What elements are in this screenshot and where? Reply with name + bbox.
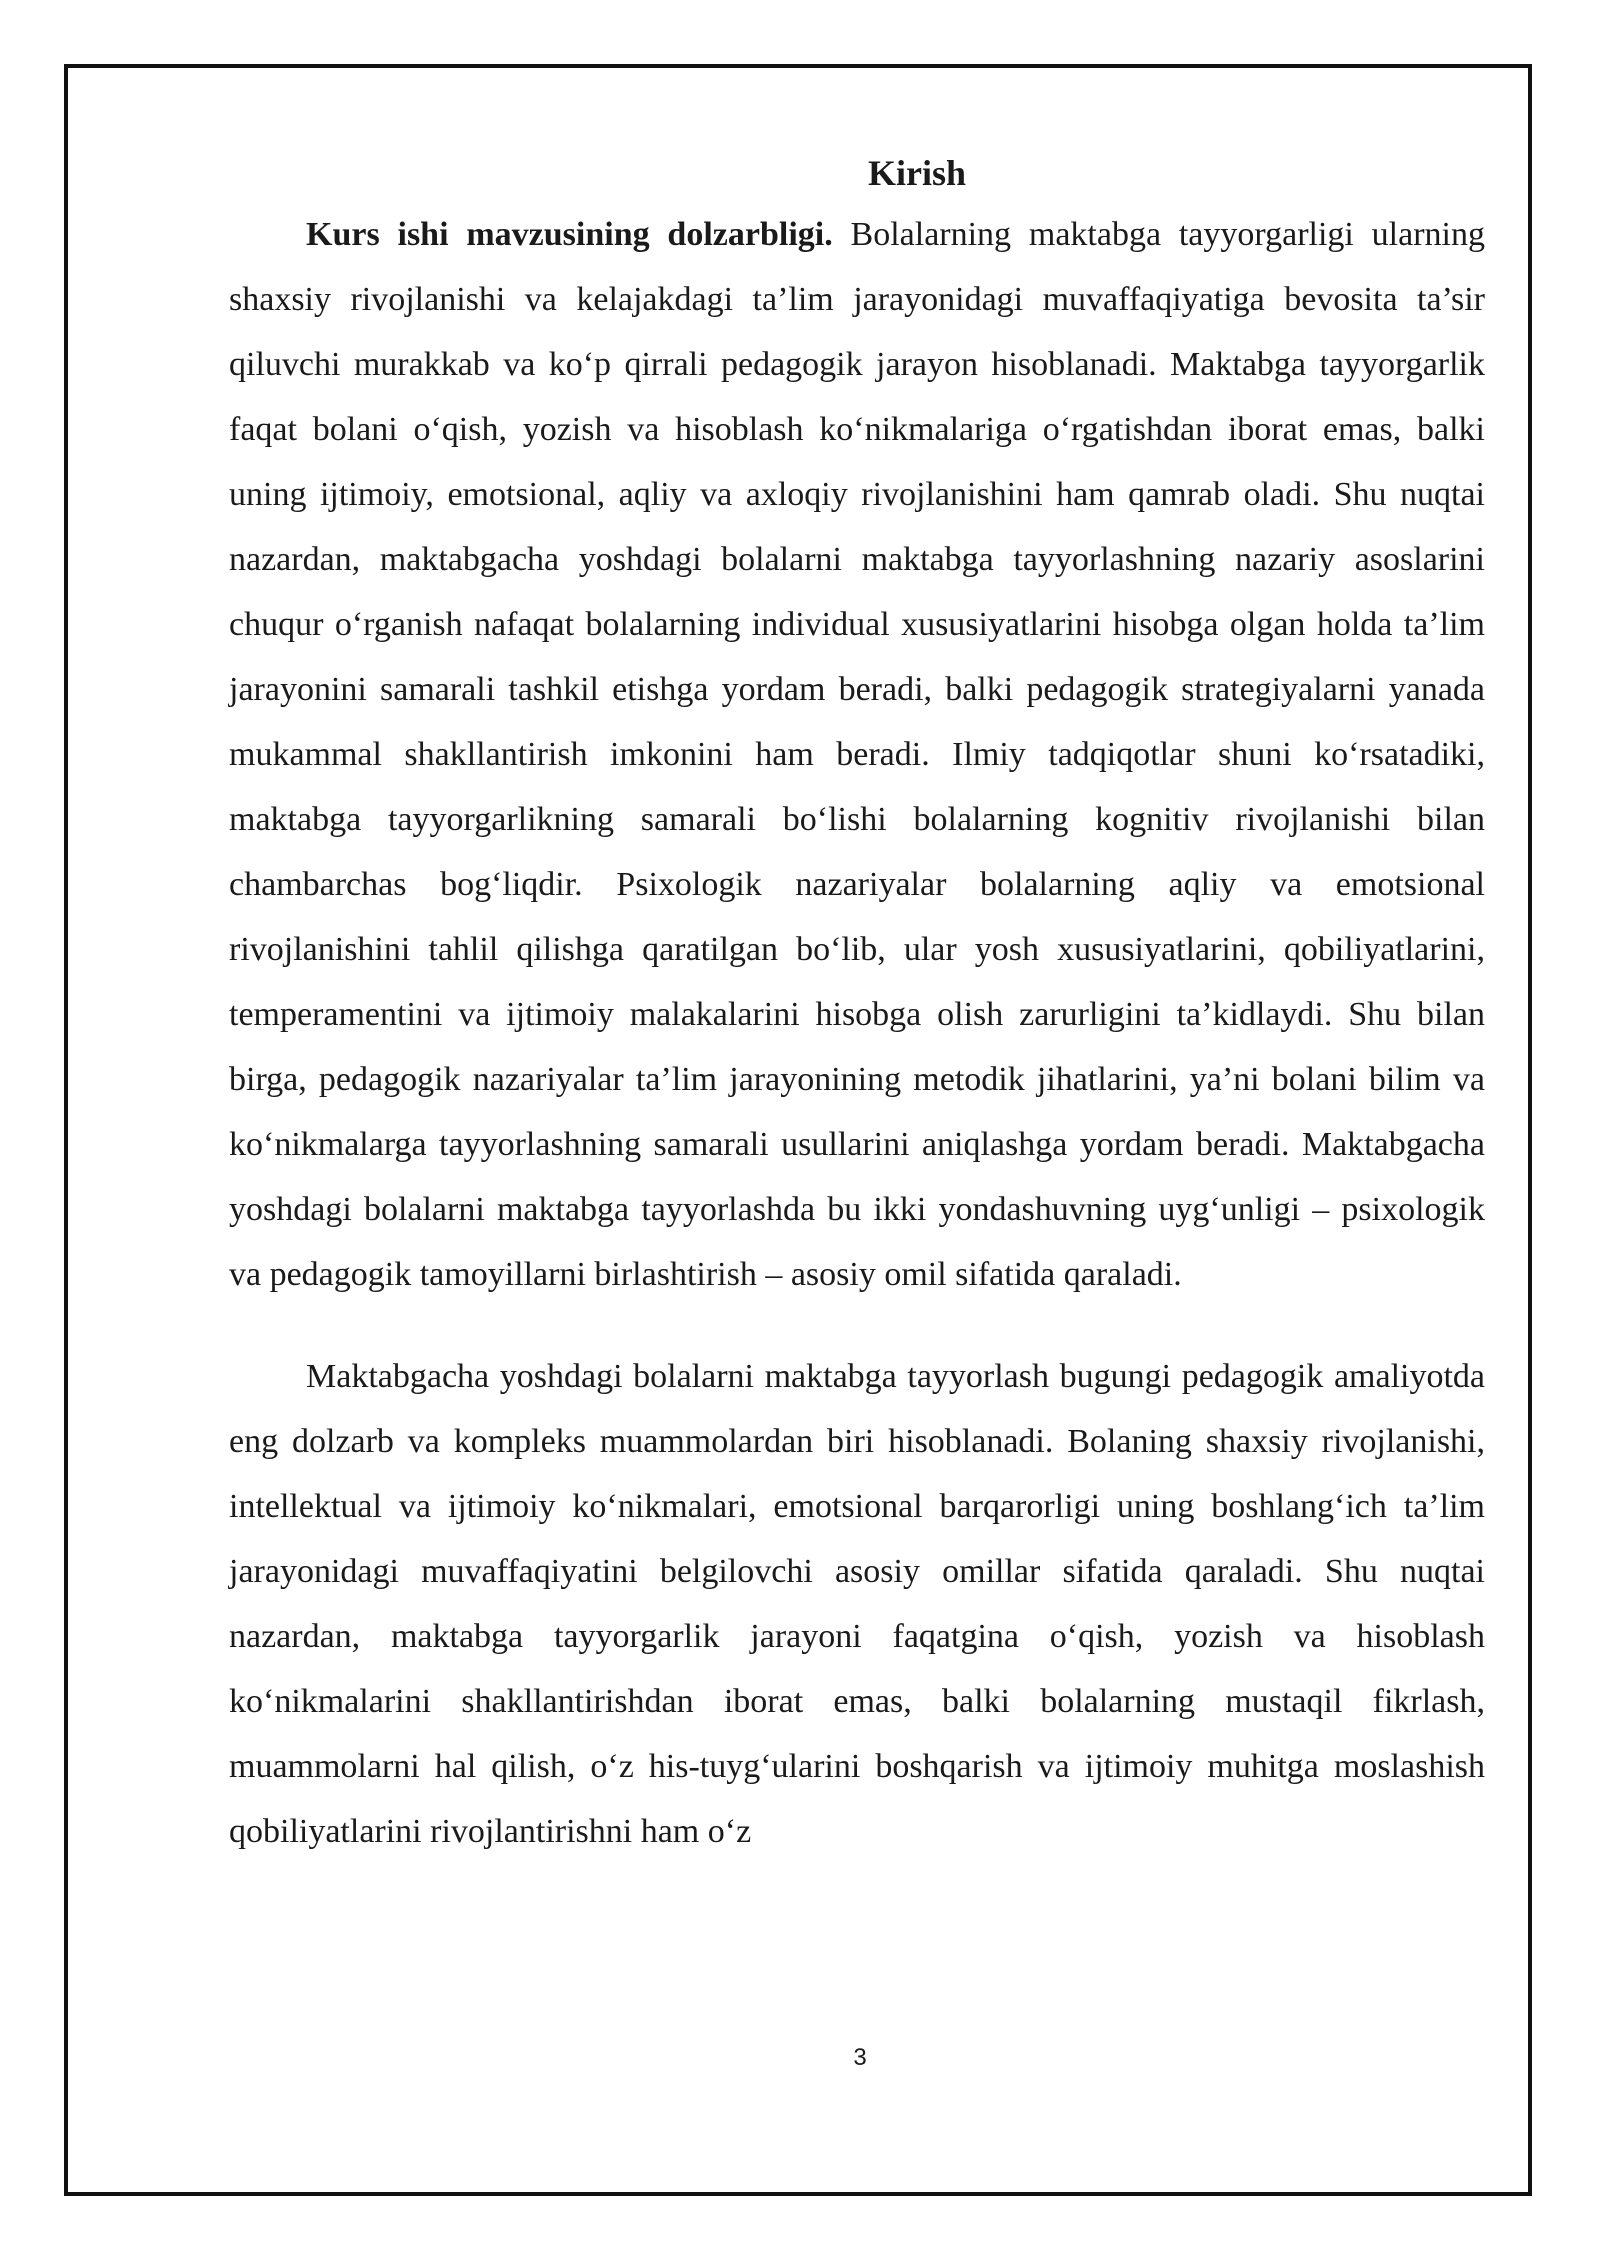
paragraph-lead-title: Kurs ishi mavzusining dolzarbligi. (306, 216, 833, 253)
section-heading: Kirish (867, 153, 966, 193)
paragraph-school-readiness: Maktabgacha yoshdagi bolalarni maktabga tayyorlash bugungi pedagogik amaliyotda eng dolzarb va kompleks muammolardan biri hisoblanadi. Bolaning shaxsiy rivojlanishi, intellektual va ijtimoiy ko‘nikmalari, emotsional barqarorligi uning boshlang‘ich ta’lim jarayonidagi muvaffaqiyatini belgilovchi asosiy omillar sifatida qaraladi. Shu nuqtai nazardan, maktabga tayyorgarlik jarayoni faqatgina o‘qish, yozish va hisoblash ko‘nikmalarini shakllantirishdan iborat emas, balki bolalarning mustaqil fikrlash, muammolarni hal qilish, o‘z his-tuyg‘ularini boshqarish va ijtimoiy muhitga moslashish qobiliyatlarini rivojlantirishni ham o‘z (229, 1358, 1485, 1850)
paragraph-relevance (229, 202, 1485, 1307)
page-number: 3 (853, 2044, 867, 2071)
paragraph-body-text: Bolalarning maktabga tayyorgarligi ularning shaxsiy rivojlanishi va kelajakdagi ta’lim jarayonidagi muvaffaqiyatiga bevosita ta’sir qiluvchi murakkab va ko‘p qirrali pedagogik jarayon hisoblanadi. Maktabga tayyorgarlik faqat bolani o‘qish, yozish va hisoblash ko‘nikmalariga o‘rgatishdan iborat emas, balki uning ijtimoiy, emotsional, aqliy va axloqiy rivojlanishini ham qamrab oladi. Shu nuqtai nazardan, maktabgacha yoshdagi bolalarni maktabga tayyorlashning nazariy asoslarini chuqur o‘rganish nafaqat bolalarning individual xususiyatlarini hisobga olgan holda ta’lim jarayonini samarali tashkil etishga yordam beradi, balki pedagogik strategiyalarni yanada mukammal shakllantirish imkonini ham beradi. Ilmiy tadqiqotlar shuni ko‘rsatadiki, maktabga tayyorgarlikning samarali bo‘lishi bolalarning kognitiv rivojlanishi bilan chambarchas bog‘liqdir. Psixologik nazariyalar bolalarning aqliy va emotsional rivojlanishini tahlil qilishga qaratilgan bo‘lib, ular yosh xususiyatlarini, qobiliyatlarini, temperamentini va ijtimoiy malakalarini hisobga olish zarurligini ta’kidlaydi. Shu bilan birga, pedagogik nazariyalar ta’lim jarayonining metodik jihatlarini, ya’ni bolani bilim va ko‘nikmalarga tayyorlashning samarali usullarini aniqlashga yordam beradi. Maktabgacha yoshdagi bolalarni maktabga tayyorlashda bu ikki yondashuvning uyg‘unligi – psixologik va pedagogik tamoyillarni birlashtirish – asosiy omil sifatida qaraladi. (229, 216, 1485, 1293)
document-body (229, 148, 1485, 1864)
